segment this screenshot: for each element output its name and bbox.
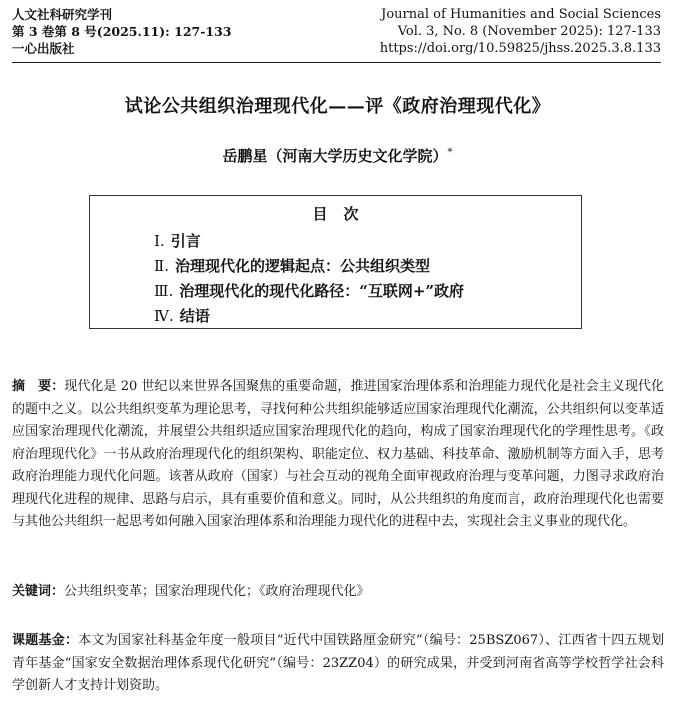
keywords-text: 公共组织变革；国家治理现代化；《政府治理现代化》 bbox=[64, 584, 370, 599]
journal-name-en: Journal of Humanities and Social Sciences bbox=[381, 7, 661, 22]
journal-header-english bbox=[380, 6, 661, 57]
article-title: 试论公共组织治理现代化——评《政府治理现代化》 bbox=[124, 96, 551, 117]
abstract-text: 现代化是 20 世纪以来世界各国聚焦的重要命题，推进国家治理体系和治理能力现代化是社会主义现代化的题中之义。以公共组织变革为理论思考，寻找何种公共组织能够适应国家治理现代化潮流，公共组织何以变革适应国家治理现代化潮流，并展望公共组织适应国家治理现代化的趋向，构成了国家治理现代化的学理性思考。《政府治理现代化》一书从政府治理现代化的组织架构、职能定位、权力基础、科技革命、激励机制等方面入手，思考政府治理能力现代化问题。该著从政府（国家）与社会互动的视角全面审视政府治理与变革问题，力图寻求政府治理现代化进程的规律、思路与启示，具有重要价值和意义。同时，从公共组织的角度而言，政府治理现代化也需要与其他公共组织一起思考如何融入国家治理体系和治理能力现代化的进程中去，实现社会主义事业的现代化。 bbox=[12, 379, 664, 529]
author-footnote-mark: * bbox=[447, 147, 453, 158]
toc-item bbox=[154, 230, 201, 251]
funding-text: 本文为国家社科基金年度一般项目“近代中国铁路厘金研究”（编号：25BSZ067）、江西省十四五规划青年基金“国家安全数据治理体系现代化研究”（编号：23ZZ04）的研究成果，并受到河南省高等学校哲学社会科学创新人才支持计划资助。 bbox=[12, 633, 664, 693]
funding-label: 课题基金： bbox=[12, 633, 79, 648]
author-line bbox=[0, 145, 675, 166]
table-of-contents bbox=[89, 195, 582, 329]
keywords-label: 关键词： bbox=[12, 584, 65, 599]
toc-item bbox=[154, 305, 210, 326]
toc-item-number: Ⅲ. bbox=[154, 282, 174, 300]
toc-item-text: 治理现代化的逻辑起点：公共组织类型 bbox=[174, 257, 430, 275]
keywords bbox=[12, 582, 664, 602]
toc-item-number: Ⅰ. bbox=[154, 232, 165, 250]
abstract-label: 摘 要： bbox=[12, 379, 65, 394]
toc-item bbox=[154, 280, 464, 301]
abstract bbox=[12, 376, 664, 534]
journal-header-chinese bbox=[12, 6, 232, 57]
author-name: 岳鹏星（河南大学历史文化学院） bbox=[222, 147, 448, 165]
toc-item-text: 结语 bbox=[179, 307, 210, 325]
volume-info-en: Vol. 3, No. 8 (November 2025): 127-133 bbox=[397, 24, 661, 39]
doi-link[interactable]: https://doi.org/10.59825/jhss.2025.3.8.133 bbox=[379, 41, 661, 56]
toc-heading: 目次 bbox=[312, 205, 375, 223]
toc-item-text: 引言 bbox=[170, 232, 201, 250]
header-divider bbox=[12, 62, 661, 63]
journal-name-cn: 人文社科研究学刊 bbox=[12, 7, 113, 22]
toc-item-number: Ⅱ. bbox=[154, 257, 169, 275]
toc-item bbox=[154, 255, 430, 276]
toc-item-text: 治理现代化的现代化路径：“互联网+”政府 bbox=[179, 282, 465, 300]
publisher-cn: 一心出版社 bbox=[12, 41, 75, 56]
toc-item-number: Ⅳ. bbox=[154, 307, 174, 325]
volume-info-cn: 第 3 卷第 8 号(2025.11): 127-133 bbox=[12, 24, 232, 39]
funding-note bbox=[12, 630, 664, 698]
